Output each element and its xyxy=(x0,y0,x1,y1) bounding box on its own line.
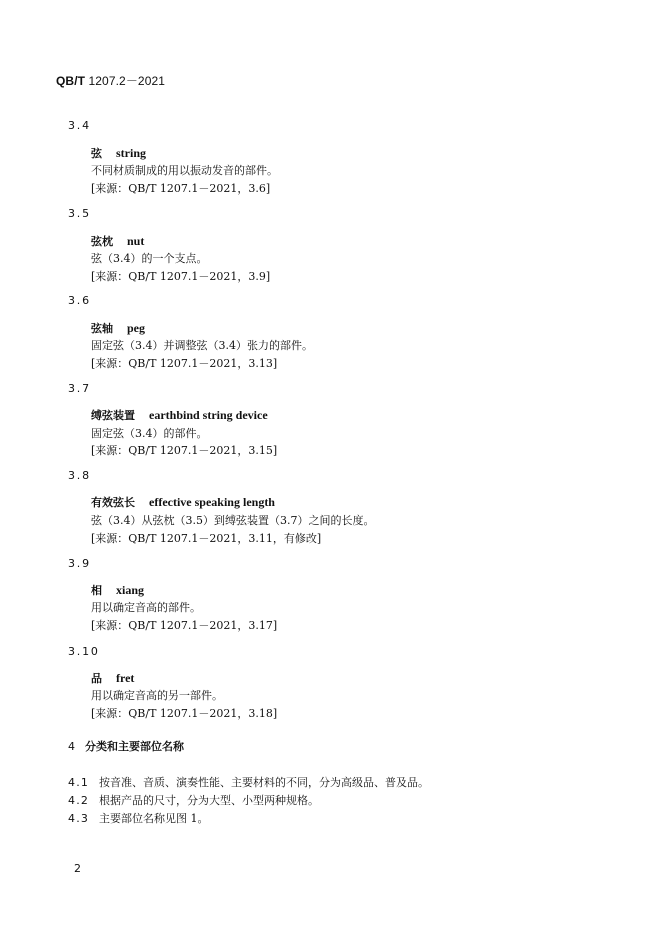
term-title xyxy=(91,582,144,598)
term-source: [来源：QB/T 1207.1－2021，3.9] xyxy=(91,270,271,283)
term-title-zh: 相 xyxy=(91,584,102,597)
term-title xyxy=(91,670,134,686)
term-number: 3.4 xyxy=(68,119,91,132)
standard-prefix: QB/T xyxy=(56,74,86,88)
term-number: 3.9 xyxy=(68,557,91,570)
term-title xyxy=(91,233,144,249)
clause-item xyxy=(68,792,319,808)
standard-number: 1207.2－2021 xyxy=(85,74,166,88)
clause-item xyxy=(68,810,209,826)
term-definition: 用以确定音高的部件。 xyxy=(91,601,201,614)
term-title-en: xiang xyxy=(116,583,145,597)
term-title-zh: 弦轴 xyxy=(91,322,113,335)
section-title: 分类和主要部位名称 xyxy=(85,740,184,753)
term-title-zh: 品 xyxy=(91,672,102,685)
term-title-en: peg xyxy=(127,321,145,335)
term-title xyxy=(91,494,275,510)
clause-text: 按音准、音质、演奏性能、主要材料的不同，分为高级品、普及品。 xyxy=(99,776,429,789)
section-number: 4 xyxy=(68,740,75,753)
clause-number: 4.2 xyxy=(68,794,90,807)
term-title xyxy=(91,407,268,423)
term-title-en: string xyxy=(116,146,146,160)
clause-item xyxy=(68,774,429,790)
term-title-en: earthbind string device xyxy=(149,408,268,422)
term-number: 3.6 xyxy=(68,294,91,307)
page-header xyxy=(56,72,165,89)
term-title-zh: 有效弦长 xyxy=(91,496,135,509)
term-definition: 固定弦（3.4）并调整弦（3.4）张力的部件。 xyxy=(91,339,313,352)
term-title-en: fret xyxy=(116,671,135,685)
term-number: 3.7 xyxy=(68,382,91,395)
term-number: 3.5 xyxy=(68,207,91,220)
term-source: [来源：QB/T 1207.1－2021，3.15] xyxy=(91,444,278,457)
term-title-zh: 弦枕 xyxy=(91,235,113,248)
term-number: 3.8 xyxy=(68,469,91,482)
term-definition: 固定弦（3.4）的部件。 xyxy=(91,427,208,440)
clause-text: 主要部位名称见图 1。 xyxy=(99,812,209,825)
term-title-en: effective speaking length xyxy=(149,495,275,509)
clause-number: 4.1 xyxy=(68,776,90,789)
term-title xyxy=(91,145,146,161)
term-definition: 用以确定音高的另一部件。 xyxy=(91,689,223,702)
clause-number: 4.3 xyxy=(68,812,90,825)
term-title-en: nut xyxy=(127,234,145,248)
term-source: [来源：QB/T 1207.1－2021，3.11，有修改] xyxy=(91,532,322,545)
clause-text: 根据产品的尺寸，分为大型、小型两种规格。 xyxy=(99,794,319,807)
term-source: [来源：QB/T 1207.1－2021，3.6] xyxy=(91,182,271,195)
section-heading xyxy=(68,738,184,754)
term-source: [来源：QB/T 1207.1－2021，3.13] xyxy=(91,357,278,370)
term-title-zh: 缚弦装置 xyxy=(91,409,135,422)
term-title xyxy=(91,320,145,336)
term-definition: 不同材质制成的用以振动发音的部件。 xyxy=(91,164,278,177)
term-definition: 弦（3.4）的一个支点。 xyxy=(91,252,208,265)
term-source: [来源：QB/T 1207.1－2021，3.17] xyxy=(91,619,278,632)
term-source: [来源：QB/T 1207.1－2021，3.18] xyxy=(91,707,278,720)
term-title-zh: 弦 xyxy=(91,147,102,160)
term-number: 3.10 xyxy=(68,645,100,658)
term-definition: 弦（3.4）从弦枕（3.5）到缚弦装置（3.7）之间的长度。 xyxy=(91,514,375,527)
page-number: 2 xyxy=(74,862,81,875)
